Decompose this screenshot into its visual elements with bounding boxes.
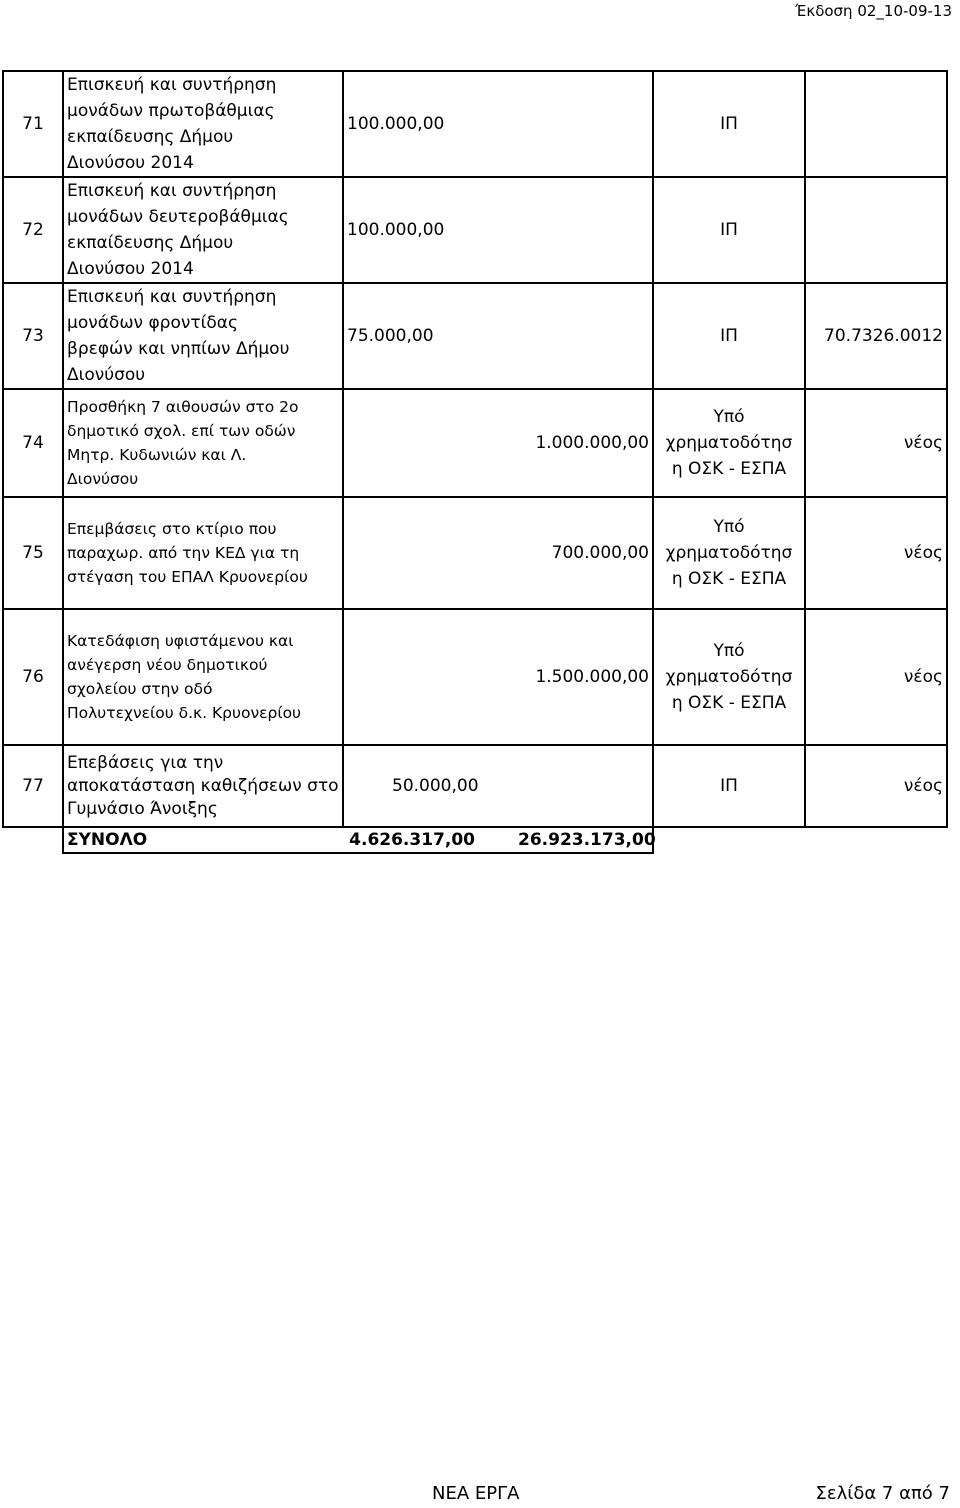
table-row bbox=[3, 745, 947, 827]
funding-source: ΙΠ bbox=[653, 71, 805, 177]
funding-source: Υπό χρηματοδότησ η ΟΣΚ - ΕΣΠΑ bbox=[653, 609, 805, 745]
table-row bbox=[3, 609, 947, 745]
row-number: 72 bbox=[3, 177, 63, 283]
row-number: 71 bbox=[3, 71, 63, 177]
note: νέος bbox=[805, 609, 947, 745]
project-description: Επεμβάσεις στο κτίριο που παραχωρ. από την ΚΕΔ για τη στέγαση του ΕΠΑΛ Κρυονερίου bbox=[63, 497, 343, 609]
total-amount-1: 4.626.317,00 bbox=[343, 827, 478, 853]
project-description: Επεβάσεις για την αποκατάσταση καθιζήσεων στο Γυμνάσιο Άνοιξης bbox=[63, 745, 343, 827]
row-number: 76 bbox=[3, 609, 63, 745]
note: νέος bbox=[805, 497, 947, 609]
row-number: 75 bbox=[3, 497, 63, 609]
total-label: ΣΥΝΟΛΟ bbox=[63, 827, 343, 853]
projects-table bbox=[2, 70, 948, 854]
project-description: Προσθήκη 7 αιθουσών στο 2ο δημοτικό σχολ. επί των οδών Μητρ. Κυδωνιών και Λ. Διονύσου bbox=[63, 389, 343, 497]
amount: 50.000,00 bbox=[343, 745, 653, 827]
page-number: Σελίδα 7 από 7 bbox=[815, 1483, 950, 1504]
note: 70.7326.0012 bbox=[805, 283, 947, 389]
project-description: Κατεδάφιση υφιστάμενου και ανέγερση νέου δημοτικού σχολείου στην οδό Πολυτεχνείου δ.κ. Κρυονερίου bbox=[63, 609, 343, 745]
funding-source: ΙΠ bbox=[653, 745, 805, 827]
amount: 100.000,00 bbox=[343, 177, 653, 283]
amount: 1.000.000,00 bbox=[343, 389, 653, 497]
table-row bbox=[3, 177, 947, 283]
table-row bbox=[3, 389, 947, 497]
amount: 1.500.000,00 bbox=[343, 609, 653, 745]
project-description: Επισκευή και συντήρηση μονάδων δευτεροβάθμιας εκπαίδευσης Δήμου Διονύσου 2014 bbox=[63, 177, 343, 283]
project-description: Επισκευή και συντήρηση μονάδων πρωτοβάθμιας εκπαίδευσης Δήμου Διονύσου 2014 bbox=[63, 71, 343, 177]
amount: 75.000,00 bbox=[343, 283, 653, 389]
project-description: Επισκευή και συντήρηση μονάδων φροντίδας βρεφών και νηπίων Δήμου Διονύσου bbox=[63, 283, 343, 389]
funding-source: Υπό χρηματοδότησ η ΟΣΚ - ΕΣΠΑ bbox=[653, 389, 805, 497]
row-number: 77 bbox=[3, 745, 63, 827]
funding-source: ΙΠ bbox=[653, 177, 805, 283]
row-number: 74 bbox=[3, 389, 63, 497]
table-row bbox=[3, 497, 947, 609]
note: νέος bbox=[805, 389, 947, 497]
table-row bbox=[3, 71, 947, 177]
row-number: 73 bbox=[3, 283, 63, 389]
table-row bbox=[3, 283, 947, 389]
note bbox=[805, 71, 947, 177]
footer-title: ΝΕΑ ΕΡΓΑ bbox=[432, 1483, 520, 1504]
amount: 700.000,00 bbox=[343, 497, 653, 609]
total-amount-2: 26.923.173,00 bbox=[478, 827, 653, 853]
amount: 100.000,00 bbox=[343, 71, 653, 177]
funding-source: Υπό χρηματοδότησ η ΟΣΚ - ΕΣΠΑ bbox=[653, 497, 805, 609]
total-row bbox=[3, 827, 947, 853]
note bbox=[805, 177, 947, 283]
document-version: Έκδοση 02_10-09-13 bbox=[795, 2, 952, 20]
funding-source: ΙΠ bbox=[653, 283, 805, 389]
note: νέος bbox=[805, 745, 947, 827]
